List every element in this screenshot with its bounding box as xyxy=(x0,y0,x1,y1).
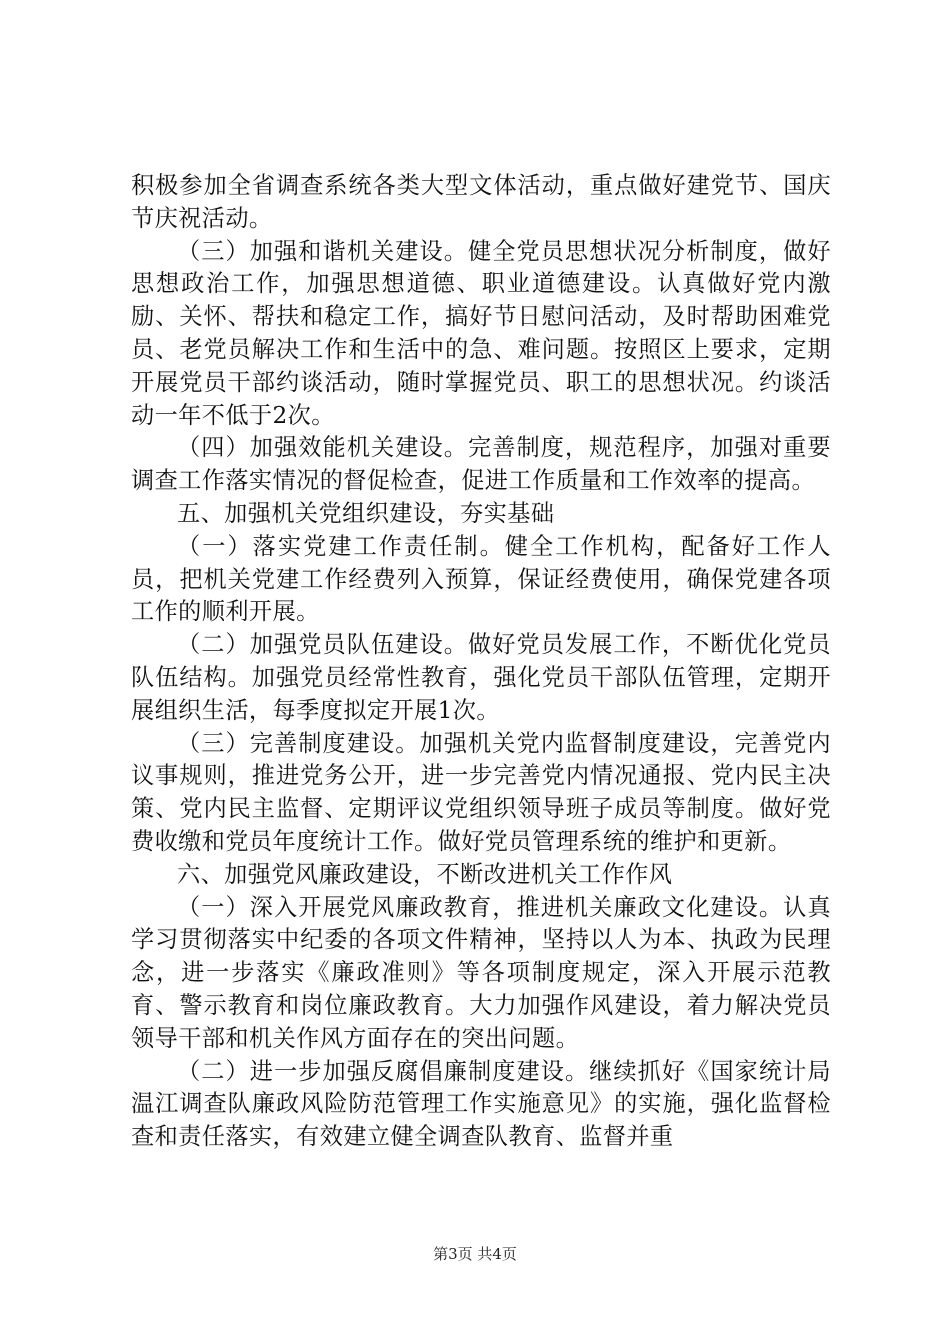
paragraph-efficiency-organ: （四）加强效能机关建设。完善制度，规范程序，加强对重要调查工作落实情况的督促检查，促进工作质量和工作效率的提高。 xyxy=(131,434,831,495)
paragraph-integrity-education: （一）深入开展党风廉政教育，推进机关廉政文化建设。认真学习贯彻落实中纪委的各项文件精神，坚持以人为本、执政为民理念，进一步落实《廉政准则》等各项制度规定，深入开展示范教育、警示教育和岗位廉政教育。大力加强作风建设，着力解决党员领导干部和机关作风方面存在的突出问题。 xyxy=(131,893,831,1052)
paragraph-team-building: （二）加强党员队伍建设。做好党员发展工作，不断优化党员队伍结构。加强党员经常性教育，强化党员干部队伍管理，定期开展组织生活，每季度拟定开展1次。 xyxy=(131,631,831,724)
section-heading-5: 五、加强机关党组织建设，夯实基础 xyxy=(177,499,555,527)
section-heading-6: 六、加强党风廉政建设，不断改进机关工作作风 xyxy=(177,860,673,888)
paragraph-system-building: （三）完善制度建设。加强机关党内监督制度建设，完善党内议事规则，推进党务公开，进一步完善党内情况通报、党内民主决策、党内民主监督、定期评议党组织领导班子成员等制度。做好党费收缴和党员年度统计工作。做好党员管理系统的维护和更新。 xyxy=(131,729,831,855)
paragraph-continuation: 积极参加全省调查系统各类大型文体活动，重点做好建党节、国庆节庆祝活动。 xyxy=(131,172,831,232)
document-body xyxy=(131,170,831,1154)
paragraph-anti-corruption-system: （二）进一步加强反腐倡廉制度建设。继续抓好《国家统计局温江调查队廉政风险防范管理工作实施意见》的实施，强化监督检查和责任落实，有效建立健全调查队教育、监督并重 xyxy=(131,1057,831,1151)
page-number-footer: 第3页 共4页 xyxy=(433,1245,517,1263)
paragraph-responsibility-system: （一）落实党建工作责任制。健全工作机构，配备好工作人员，把机关党建工作经费列入预算，保证经费使用，确保党建各项工作的顺利开展。 xyxy=(131,532,831,626)
paragraph-harmonious-organ: （三）加强和谐机关建设。健全党员思想状况分析制度，做好思想政治工作，加强思想道德、职业道德建设。认真做好党内激励、关怀、帮扶和稳定工作，搞好节日慰问活动，及时帮助困难党员、老党员解决工作和生活中的急、难问题。按照区上要求，定期开展党员干部约谈活动，随时掌握党员、职工的思想状况。约谈活动一年不低于2次。 xyxy=(131,237,831,429)
